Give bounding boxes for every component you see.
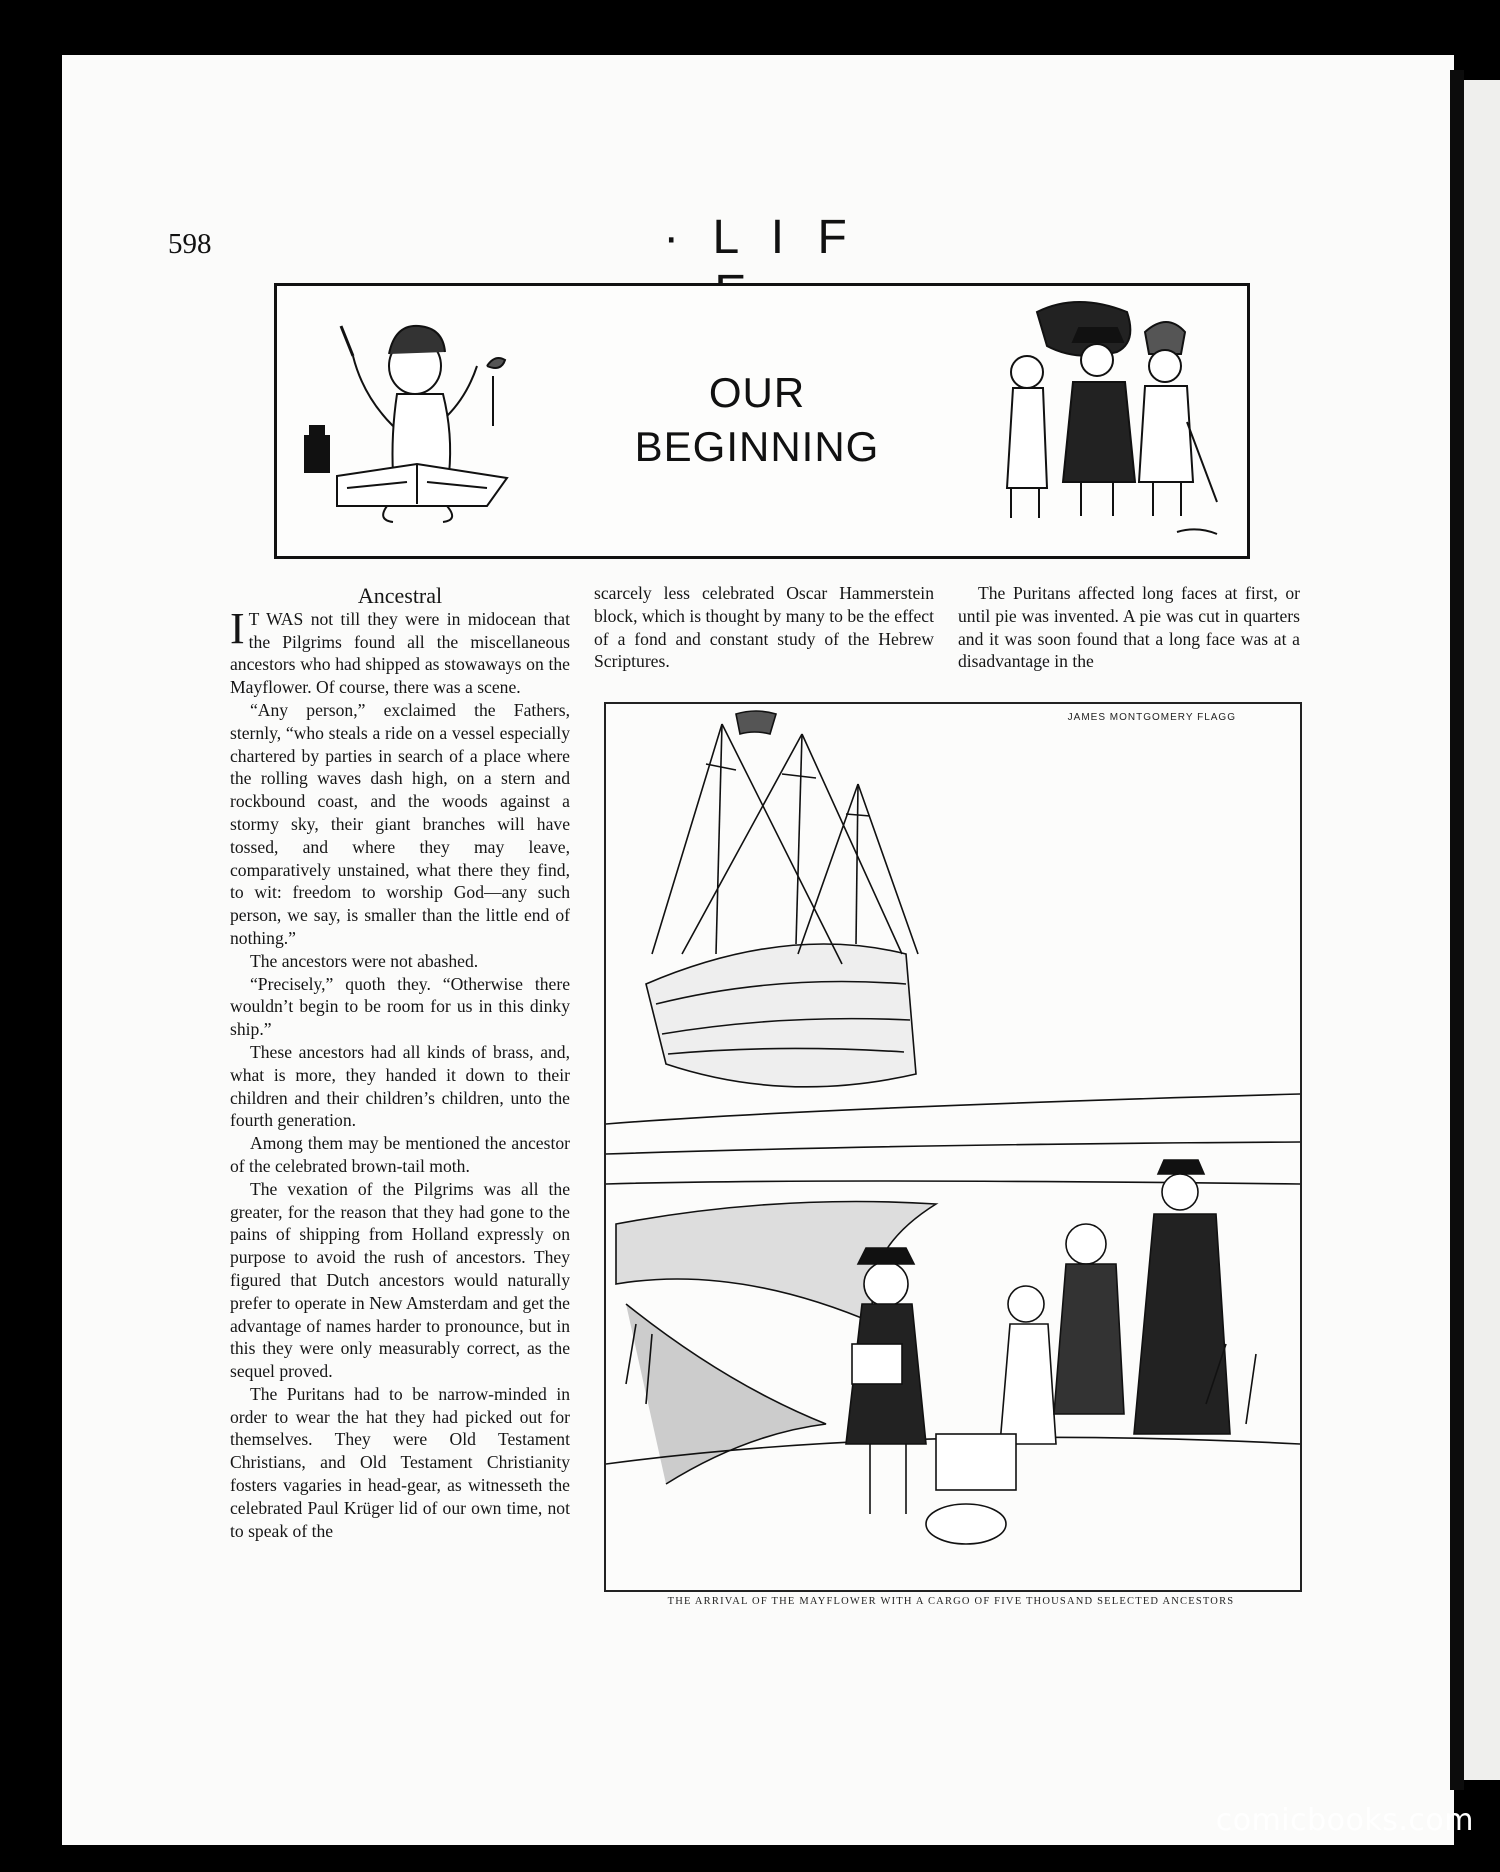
mayflower-illustration bbox=[604, 702, 1302, 1592]
article-paragraph: The Puritans had to be narrow-minded in order to wear the hat they had picked out for themselves. They were Old Testament Christians, and Old Testament Christianity fosters vagaries in head-gear, as witnesseth the celebrated Paul Krüger lid of our own time, not to speak of the bbox=[230, 1383, 570, 1541]
site-watermark: comicbooks.com bbox=[1215, 1803, 1474, 1838]
article-column-1 bbox=[230, 585, 570, 1542]
banner-title-line1: OUR bbox=[708, 369, 806, 416]
article-column-2 bbox=[594, 582, 934, 673]
artist-signature: JAMES MONTGOMERY FLAGG bbox=[1067, 712, 1236, 723]
article-paragraph: These ancestors had all kinds of brass, and, what is more, they handed it down to their children and their children’s children, unto the fourth generation. bbox=[230, 1041, 570, 1131]
article-paragraph: The Puritans affected long faces at first, or until pie was invented. A pie was cut in quarters and it was soon found that a long face was at a disadvantage in the bbox=[958, 583, 1300, 672]
page-number: 598 bbox=[168, 228, 212, 260]
article-paragraph: scarcely less celebrated Oscar Hammerstein block, which is thought by many to be the effect of a fond and constant study of the Hebrew Scriptures. bbox=[594, 583, 934, 672]
article-paragraph: Among them may be mentioned the ancestor of the celebrated brown-tail moth. bbox=[230, 1133, 570, 1176]
illustration-caption: THE ARRIVAL OF THE MAYFLOWER WITH A CARGO OF FIVE THOUSAND SELECTED ANCESTORS bbox=[667, 1596, 1235, 1607]
drop-cap: I bbox=[230, 603, 245, 653]
next-page-edge bbox=[1464, 80, 1500, 1780]
article-heading: Ancestral bbox=[357, 583, 443, 608]
page-gutter-shadow bbox=[1450, 70, 1464, 1790]
banner-title bbox=[607, 366, 907, 474]
cherub-writing-illustration bbox=[297, 306, 527, 536]
magazine-masthead: · L I F bbox=[663, 211, 857, 264]
article-paragraph: “Precisely,” quoth they. “Otherwise there wouldn’t begin to be room for us in this dinky ship.” bbox=[230, 973, 570, 1040]
title-banner bbox=[274, 283, 1250, 559]
article-paragraph: The vexation of the Pilgrims was all the greater, for the reason that they had gone to the pains of shipping from Holland expressly on purpose to avoid the rush of ancestors. They figured that Dutch ancestors would naturally prefer to operate in New Amsterdam and get the advantage of names harder to pronounce, but in this they were only measurably correct, as the sequel proved. bbox=[230, 1178, 570, 1382]
banner-title-line2: BEGINNING bbox=[634, 423, 880, 470]
article-paragraph: The ancestors were not abashed. bbox=[250, 950, 479, 971]
article-paragraph bbox=[230, 603, 570, 699]
pilgrim-figures-illustration bbox=[977, 292, 1237, 546]
article-paragraph: “Any person,” exclaimed the Fathers, sternly, “who steals a ride on a vessel especially chartered by parties in search of a place where the rolling waves dash high, on a stern and rockbound coast, and the woods against a stormy sky, their giant branches will have tossed, and where they may leave, comparatively unstained, what there they find, to wit: freedom to worship God—any such person, we say, is smaller than the little end of nothing.” bbox=[230, 699, 570, 948]
mayflower-drawing bbox=[606, 704, 1300, 1590]
article-column-3 bbox=[958, 582, 1300, 673]
paragraph-text: T WAS not till they were in midocean that the Pilgrims found all the miscellaneous ancestors who had shipped as stowaways on the Mayflower. Of course, there was a scene. bbox=[230, 608, 570, 698]
